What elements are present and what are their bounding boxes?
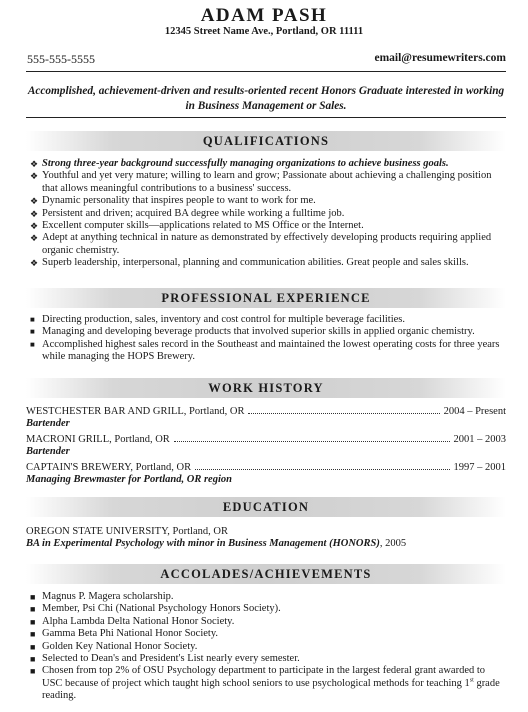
square-bullet-icon: ■ xyxy=(30,666,36,677)
diamond-bullet-icon: ❖ xyxy=(30,171,39,182)
square-bullet-icon: ■ xyxy=(30,339,35,349)
list-item: ■ Alpha Lambda Delta National Honor Society. xyxy=(30,615,235,627)
square-bullet-icon: ■ xyxy=(30,629,36,640)
list-item: ■ Managing and developing beverage products that involved superior skills in applied organic chemistry. xyxy=(30,326,475,338)
divider-bottom xyxy=(26,117,506,118)
education-degree: BA in Experimental Psychology with minor in Business Management (HONORS) xyxy=(26,538,380,550)
square-bullet-icon: ■ xyxy=(30,327,35,337)
list-item: ❖ Adept at anything technical in nature as demonstrated by effectively developing products requiring applied organic chemistry. xyxy=(30,232,492,256)
diamond-bullet-icon: ❖ xyxy=(30,196,39,207)
section-title: WORK HISTORY xyxy=(208,381,324,395)
diamond-bullet-icon: ❖ xyxy=(30,221,39,232)
qualifications-list xyxy=(30,158,508,270)
list-item: ❖ Strong three-year background successfully managing organizations to achieve business goals. xyxy=(30,158,449,169)
section-title: PROFESSIONAL EXPERIENCE xyxy=(161,291,371,305)
job-years: 1997 – 2001 xyxy=(453,462,506,473)
job-entry xyxy=(26,434,506,459)
list-item: ❖ Persistent and driven; acquired BA degree while working a fulltime job. xyxy=(30,207,345,219)
candidate-name: ADAM PASH xyxy=(200,5,328,26)
job-role: Bartender xyxy=(26,418,70,430)
section-title: EDUCATION xyxy=(222,500,310,514)
dot-leader xyxy=(174,441,450,442)
section-header-work-history xyxy=(26,378,506,398)
divider-top xyxy=(26,71,506,72)
education-school: OREGON STATE UNIVERSITY, Portland, OR xyxy=(26,526,228,537)
candidate-address: 12345 Street Name Ave., Portland, OR 11111 xyxy=(164,26,364,37)
job-years: 2004 – Present xyxy=(443,406,506,417)
accolades-list xyxy=(30,591,508,703)
candidate-email: email@resumewriters.com xyxy=(374,52,506,64)
section-header-qualifications xyxy=(26,131,506,151)
job-years: 2001 – 2003 xyxy=(453,434,506,445)
job-employer: WESTCHESTER BAR AND GRILL, Portland, OR xyxy=(26,406,245,417)
list-item: ■ Selected to Dean's and President's List nearly every semester. xyxy=(30,653,300,665)
square-bullet-icon: ■ xyxy=(30,315,35,324)
list-item: ❖ Superb leadership, interpersonal, planning and communication abilities. Great people and sales skills. xyxy=(30,257,469,269)
list-item: ■ Accomplished highest sales record in the Southeast and maintained the lowest operating costs for three years while managing the HOPS Brewery. xyxy=(30,338,500,363)
section-header-education xyxy=(26,497,506,517)
diamond-bullet-icon: ❖ xyxy=(30,233,39,244)
section-header-accolades xyxy=(26,564,506,584)
diamond-bullet-icon: ❖ xyxy=(30,208,39,219)
education-entry xyxy=(26,526,506,551)
list-item: ❖ Dynamic personality that inspires people to want to work for me. xyxy=(30,195,316,207)
job-employer: CAPTAIN'S BREWERY, Portland, OR xyxy=(26,462,192,473)
section-title: QUALIFICATIONS xyxy=(202,134,330,148)
job-role: Bartender xyxy=(26,446,70,458)
list-item: ❖ Youthful and yet very mature; willing to learn and grow; Passionate about achieving a challenging position that allows meaningful contributions to a business' success. xyxy=(30,170,492,194)
dot-leader xyxy=(195,469,449,470)
list-item: ❖ Excellent computer skills—applications related to MS Office or the Internet. xyxy=(30,220,364,232)
experience-list xyxy=(30,314,508,364)
square-bullet-icon: ■ xyxy=(30,604,36,615)
job-role: Managing Brewmaster for Portland, OR region xyxy=(26,474,232,486)
list-item: ■ Chosen from top 2% of OSU Psychology department to participate in the largest federal grant awarded to USC because of project which taught high school seniors to use psychological methods for teaching 1st grade reading. xyxy=(30,665,500,702)
dot-leader xyxy=(248,413,439,414)
list-item: ■ Directing production, sales, inventory and cost control for multiple beverage facilities. xyxy=(30,314,406,325)
square-bullet-icon: ■ xyxy=(30,654,36,665)
list-item: ■ Magnus P. Magera scholarship. xyxy=(30,591,174,602)
list-item: ■ Member, Psi Chi (National Psychology Honors Society). xyxy=(30,603,281,615)
job-entry xyxy=(26,462,506,487)
objective-statement: Accomplished, achievement-driven and results-oriented recent Honors Graduate interested in working in Business Management or Sales. xyxy=(27,85,505,112)
square-bullet-icon: ■ xyxy=(30,641,36,652)
job-employer: MACRONI GRILL, Portland, OR xyxy=(26,434,170,445)
diamond-bullet-icon: ❖ xyxy=(30,159,39,169)
square-bullet-icon: ■ xyxy=(30,592,36,602)
section-title: ACCOLADES/ACHIEVEMENTS xyxy=(160,567,372,581)
list-item: ■ Golden Key National Honor Society. xyxy=(30,640,198,652)
job-entry xyxy=(26,406,506,431)
diamond-bullet-icon: ❖ xyxy=(30,258,39,269)
candidate-phone: 555-555-5555 xyxy=(27,52,95,66)
square-bullet-icon: ■ xyxy=(30,616,36,627)
section-header-experience xyxy=(26,288,506,308)
education-year: , 2005 xyxy=(379,538,407,550)
list-item: ■ Gamma Beta Phi National Honor Society. xyxy=(30,628,219,640)
